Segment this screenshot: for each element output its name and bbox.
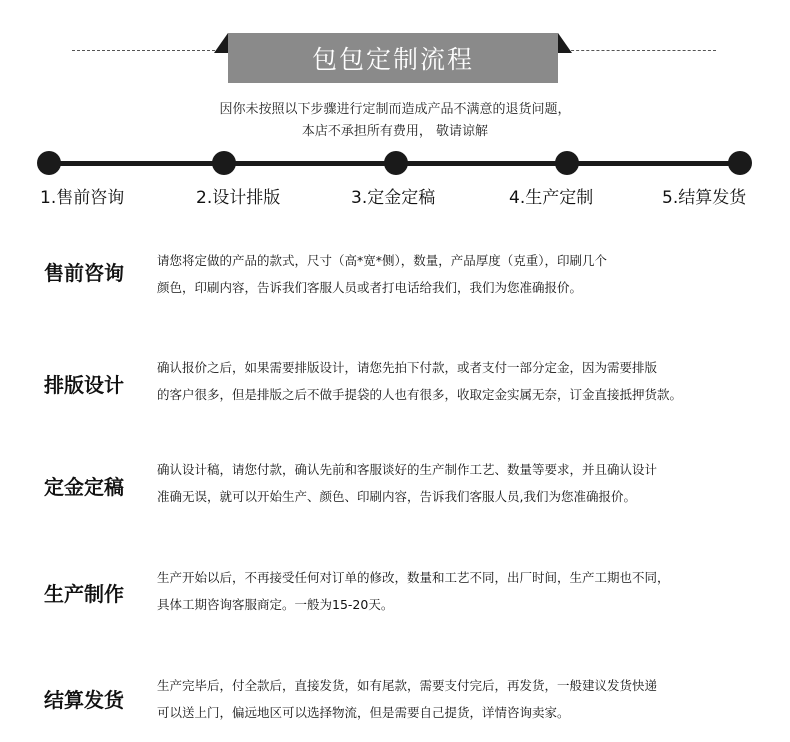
step-label-2: 2.设计排版 xyxy=(196,188,281,208)
section-text-settlement xyxy=(157,672,777,726)
header-left-dashed-line xyxy=(72,50,220,51)
timeline-dot-3 xyxy=(384,151,408,175)
section-title-presale: 售前咨询 xyxy=(44,261,124,285)
page-title: 包包定制流程 xyxy=(228,33,558,83)
section-text-line: 生产完毕后，付全款后，直接发货，如有尾款，需要支付完后，再发货，一般建议发货快递 xyxy=(157,678,658,693)
section-text-line: 确认报价之后，如果需要排版设计，请您先拍下付款，或者支付一部分定金，因为需要排版 xyxy=(157,360,658,375)
step-label-4: 4.生产定制 xyxy=(509,188,594,208)
section-title-deposit: 定金定稿 xyxy=(44,475,124,499)
timeline-dot-5 xyxy=(728,151,752,175)
section-title-production: 生产制作 xyxy=(44,582,124,606)
header-right-dashed-line xyxy=(566,50,716,51)
section-text-line: 准确无误，就可以开始生产、颜色、印刷内容，告诉我们客服人员,我们为您准确报价。 xyxy=(157,489,636,504)
section-text-production xyxy=(157,564,777,618)
step-label-1: 1.售前咨询 xyxy=(40,188,125,208)
section-title-settlement: 结算发货 xyxy=(44,688,124,712)
banner-right-corner xyxy=(558,33,572,53)
section-text-line: 具体工期咨询客服商定。一般为15-20天。 xyxy=(157,597,394,612)
notice-line-2: 本店不承担所有费用， 敬请谅解 xyxy=(301,124,489,139)
section-text-line: 请您将定做的产品的款式，尺寸（高*宽*侧），数量，产品厚度（克重），印刷几个 xyxy=(157,253,608,268)
section-text-line: 生产开始以后，不再接受任何对订单的修改，数量和工艺不同，出厂时间，生产工期也不同， xyxy=(157,570,670,585)
step-label-3: 3.定金定稿 xyxy=(351,188,436,208)
section-text-line: 的客户很多，但是排版之后不做手提袋的人也有很多，收取定金实属无奈，订金直接抵押货款。 xyxy=(157,387,683,402)
section-text-line: 颜色，印刷内容，告诉我们客服人员或者打电话给我们，我们为您准确报价。 xyxy=(157,280,583,295)
section-text-presale xyxy=(157,247,777,301)
step-label-5: 5.结算发货 xyxy=(662,188,747,208)
notice-line-1: 因你未按照以下步骤进行定制而造成产品不满意的退货问题， xyxy=(219,102,571,117)
timeline-dot-4 xyxy=(555,151,579,175)
section-text-deposit xyxy=(157,456,777,510)
section-text-line: 可以送上门，偏远地区可以选择物流，但是需要自己提货，详情咨询卖家。 xyxy=(157,705,570,720)
timeline-dot-2 xyxy=(212,151,236,175)
section-title-layout: 排版设计 xyxy=(44,373,124,397)
section-text-line: 确认设计稿，请您付款，确认先前和客服谈好的生产制作工艺、数量等要求，并且确认设计 xyxy=(157,462,658,477)
section-text-layout xyxy=(157,354,777,408)
timeline-dot-1 xyxy=(37,151,61,175)
banner-left-corner xyxy=(214,33,228,53)
